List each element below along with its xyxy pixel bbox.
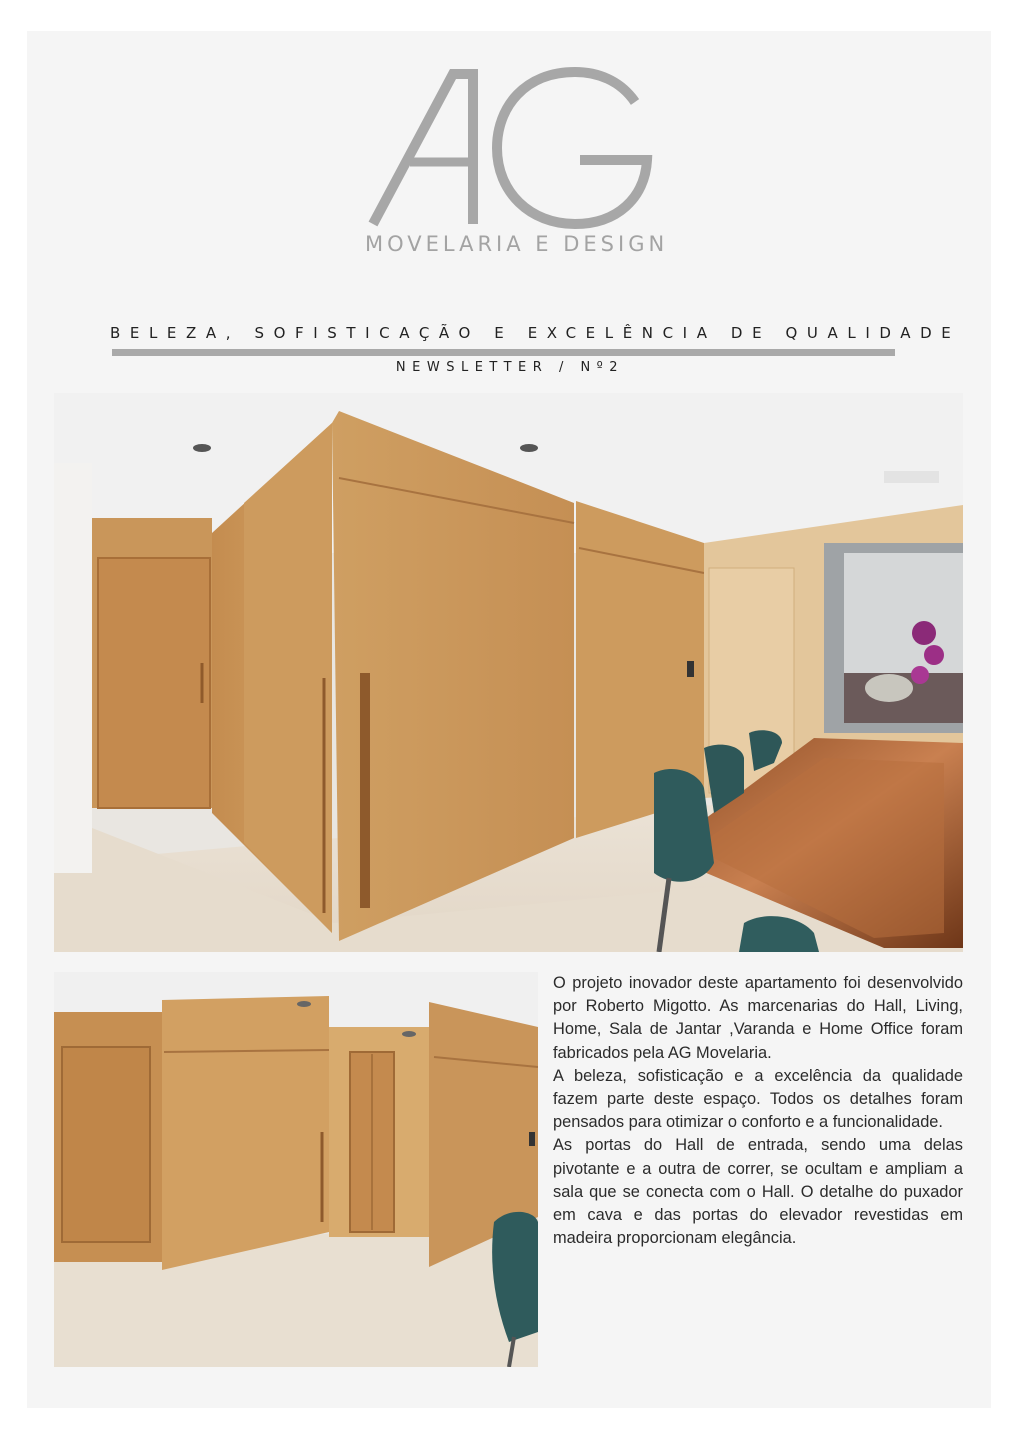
article-paragraph: As portas do Hall de entrada, sendo uma delas pivotante e a outra de correr, se ocultam e ampliam a sala que se conecta com o Hall. O detalhe do puxador em cava e das portas do elevador revestidas em madeira proporcionam elegância. (553, 1136, 963, 1248)
newsletter-headline: BELEZA, SOFISTICAÇÃO E EXCELÊNCIA DE QUALIDADE (110, 324, 961, 342)
hall-second-photo (54, 972, 538, 1367)
article-paragraph: A beleza, sofisticação e a excelência da qualidade fazem parte deste espaço. Todos os detalhes foram pensados para otimizar o conforto e a funcionalidade. (553, 1066, 963, 1132)
article-text (553, 972, 963, 1250)
hall-main-photo (54, 393, 963, 952)
ag-logo-mark (365, 62, 655, 232)
newsletter-issue: NEWSLETTER / Nº2 (395, 360, 625, 375)
interior-photo-icon (54, 972, 538, 1367)
ag-logo (365, 62, 669, 262)
headline-divider (112, 349, 895, 356)
interior-photo-icon (54, 393, 963, 952)
article-paragraph: O projeto inovador deste apartamento foi desenvolvido por Roberto Migotto. As marcenarias do Hall, Living, Home, Sala de Jantar ,Varanda e Home Office foram fabricados pela AG Movelaria. (553, 974, 963, 1062)
logo-subtitle: MOVELARIA E DESIGN (365, 232, 669, 256)
